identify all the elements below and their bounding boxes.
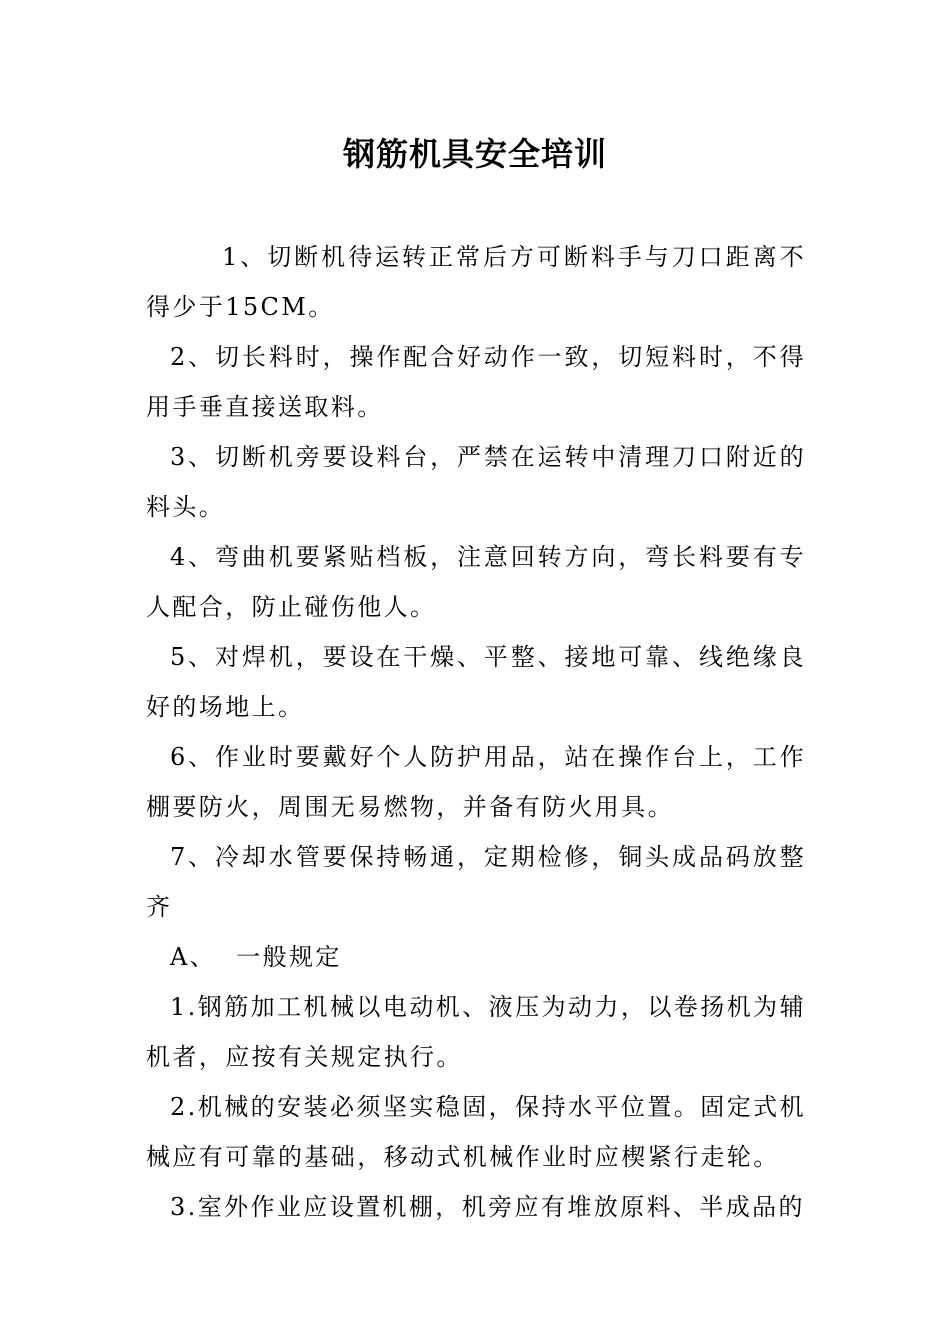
paragraph: 1、切断机待运转正常后方可断料手与刀口距离不得少于15CM。 xyxy=(146,243,806,321)
paragraph: 3、切断机旁要设料台，严禁在运转中清理刀口附近的料头。 xyxy=(146,443,806,521)
paragraph: 2、切长料时，操作配合好动作一致，切短料时，不得用手垂直接送取料。 xyxy=(146,343,806,421)
paragraph: 6、作业时要戴好个人防护用品，站在操作台上，工作棚要防火，周围无易燃物，并备有防火用具。 xyxy=(146,743,806,821)
paragraph: 1.钢筋加工机械以电动机、液压为动力，以卷扬机为辅机者，应按有关规定执行。 xyxy=(146,993,806,1071)
document-title: 钢筋机具安全培训 xyxy=(342,135,607,173)
paragraph: 4、弯曲机要紧贴档板，注意回转方向，弯长料要有专人配合，防止碰伤他人。 xyxy=(146,543,806,621)
section-heading: A、 一般规定 xyxy=(170,943,342,971)
paragraph: 7、冷却水管要保持畅通，定期检修，铜头成品码放整齐 xyxy=(146,843,806,921)
document-body xyxy=(146,232,806,1232)
paragraph: 3.室外作业应设置机棚，机旁应有堆放原料、半成品的 xyxy=(170,1193,805,1221)
paragraph: 2.机械的安装必须坚实稳固，保持水平位置。固定式机械应有可靠的基础，移动式机械作业时应楔紧行走轮。 xyxy=(146,1093,806,1171)
paragraph: 5、对焊机，要设在干燥、平整、接地可靠、线绝缘良好的场地上。 xyxy=(146,643,806,721)
